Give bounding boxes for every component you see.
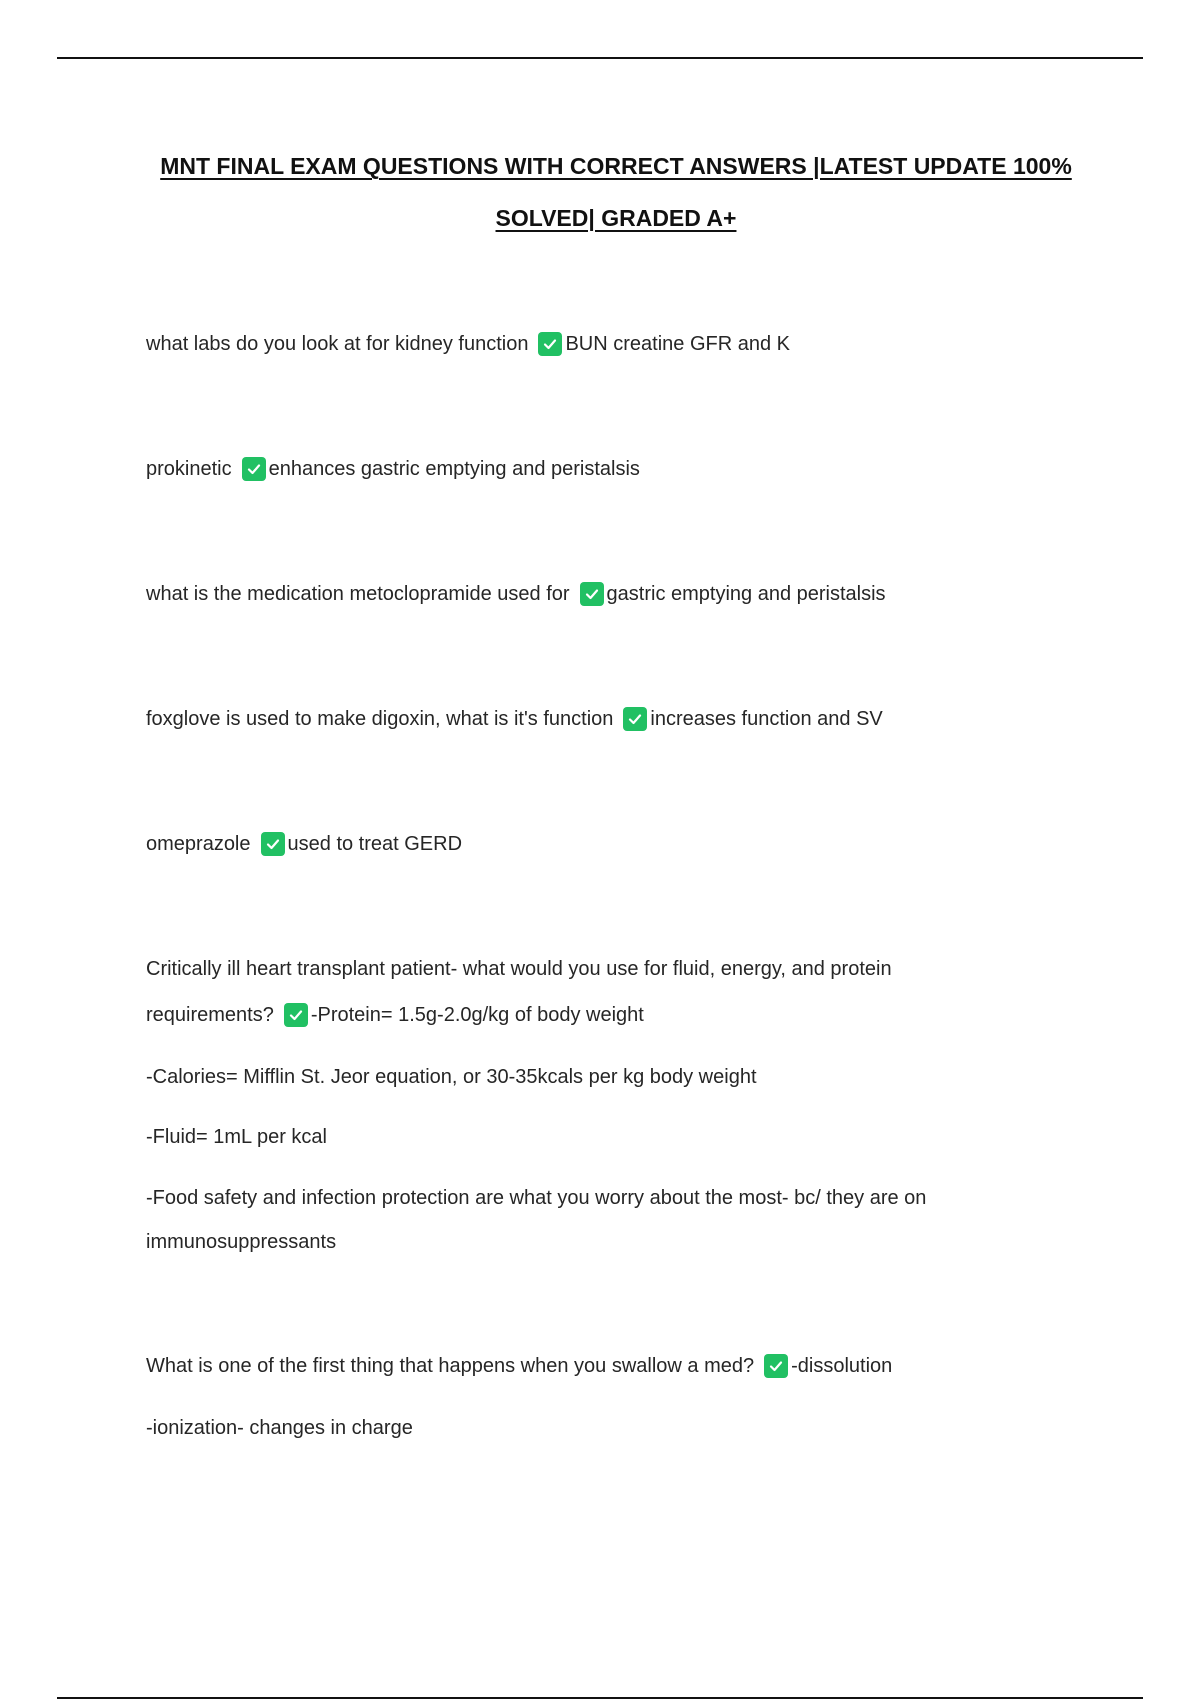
title-line-2: SOLVED| GRADED A+: [495, 205, 737, 231]
answer-extra-text: -Calories= Mifflin St. Jeor equation, or 30-35kcals per kg body weight: [146, 1065, 757, 1088]
answer-extra-line: [146, 1122, 327, 1152]
answer-text: -dissolution: [791, 1354, 893, 1377]
check-mark-icon: [242, 457, 266, 481]
question-text: what is the medication metoclopramide used for: [146, 582, 570, 605]
qa-item: [146, 704, 883, 734]
document-title: [100, 140, 1132, 244]
question-text: What is one of the first thing that happens when you swallow a med?: [146, 1354, 755, 1377]
answer-extra-text: -ionization- changes in charge: [146, 1416, 413, 1439]
question-text-line-1: Critically ill heart transplant patient- what would you use for fluid, energy, and protein: [146, 957, 892, 980]
qa-item: [146, 579, 886, 609]
qa-item: [146, 829, 462, 859]
answer-extra-line: [146, 1413, 413, 1443]
check-mark-icon: [764, 1354, 788, 1378]
answer-text: used to treat GERD: [287, 832, 463, 855]
question-text: prokinetic: [146, 457, 232, 480]
check-mark-icon: [580, 582, 604, 606]
qa-item: [146, 1351, 892, 1381]
header-rule: [57, 57, 1143, 59]
check-mark-icon: [261, 832, 285, 856]
answer-extra-line: [146, 1183, 926, 1213]
answer-text: BUN creatine GFR and K: [565, 332, 790, 355]
question-text: [146, 954, 892, 984]
check-mark-icon: [623, 707, 647, 731]
answer-extra-text: immunosuppressants: [146, 1230, 337, 1253]
question-text: what labs do you look at for kidney function: [146, 332, 529, 355]
check-mark-icon: [538, 332, 562, 356]
answer-text: increases function and SV: [650, 707, 883, 730]
check-mark-icon: [284, 1003, 308, 1027]
answer-extra-line: [146, 1227, 336, 1257]
answer-extra-text: -Fluid= 1mL per kcal: [146, 1125, 327, 1148]
question-text: omeprazole: [146, 832, 251, 855]
question-text-line-2: requirements?: [146, 1003, 274, 1026]
answer-extra-text: -Food safety and infection protection are what you worry about the most- bc/ they are on: [146, 1186, 927, 1209]
answer-text: gastric emptying and peristalsis: [606, 582, 886, 605]
answer-text: -Protein= 1.5g-2.0g/kg of body weight: [310, 1003, 644, 1026]
title-line-1: MNT FINAL EXAM QUESTIONS WITH CORRECT ANSWERS |LATEST UPDATE 100%: [160, 153, 1072, 179]
qa-item: [146, 1000, 644, 1030]
qa-item: [146, 329, 790, 359]
qa-item: [146, 454, 640, 484]
answer-text: enhances gastric emptying and peristalsis: [268, 457, 640, 480]
footer-rule: [57, 1697, 1143, 1699]
question-text: foxglove is used to make digoxin, what is it's function: [146, 707, 614, 730]
answer-extra-line: [146, 1062, 757, 1092]
